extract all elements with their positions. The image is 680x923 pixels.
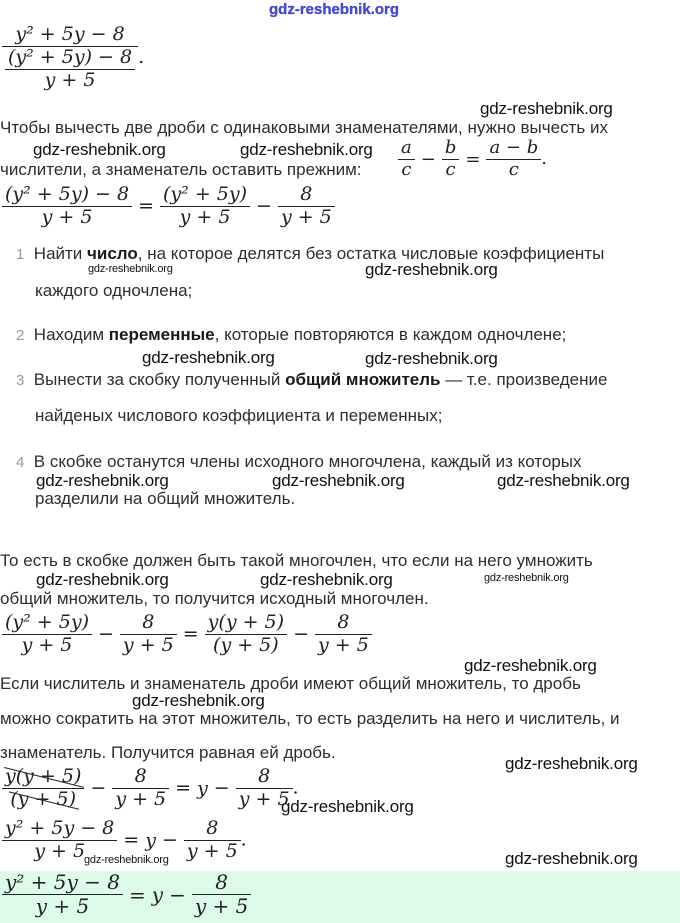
equals-sign: = [465,148,481,170]
minus-sign: − [293,623,309,646]
numerator: y² + 5y − 8 [5,870,121,894]
equals-sign: = [129,882,146,907]
paragraph-3-line-1: Если числитель и знаменатель дроби имеют общий множитель, то дробь [0,674,581,693]
numerator: (y² + 5y) [5,611,89,633]
watermark: gdz-reshebnik.org [33,140,166,159]
watermark: gdz-reshebnik.org [36,471,169,490]
step-4-line-2: разделили на общий множитель. [35,489,296,508]
step-text: В скобке останутся члены исходного многочлена, каждый из которых [33,452,582,471]
denominator: y + 5 [120,634,177,657]
variable-y: y [145,829,156,852]
answer-equation [2,871,251,918]
watermark: gdz-reshebnik.org [36,570,169,589]
variable-y: y [151,882,164,907]
numerator: y(y + 5) [207,611,285,633]
step-bold: число [87,244,138,263]
watermark: gdz-reshebnik.org [365,260,498,279]
paragraph-3-line-2: можно сократить на этот множитель, то есть разделить на него и числитель, и [0,709,620,728]
watermark: gdz-reshebnik.org [480,99,613,118]
step-text: , на которое делятся без остатка числовые коэффициенты [137,244,605,263]
cancelled-numerator: y(y + 5) [5,765,82,787]
numerator: 8 [215,870,228,894]
rule-a-minus-b: a − b [489,137,539,158]
step-1-line-2: каждого одночлена; [35,281,193,300]
step-text: Найти [33,244,88,263]
numerator: 8 [337,611,350,633]
minus-sign: − [169,882,186,907]
period: . [240,828,247,851]
watermark: gdz-reshebnik.org [132,691,265,710]
equation-3 [2,612,372,657]
numerator: y² + 5y − 8 [5,817,115,839]
denominator: y + 5 [2,634,92,657]
denominator: y + 5 [112,788,169,811]
step-number: 2 [16,327,25,344]
denominator: y + 5 [192,894,252,918]
rule-c: c [442,159,460,181]
period: . [292,776,299,799]
step-number: 3 [16,372,25,389]
answer-box [0,871,680,923]
denominator: (y + 5) [205,634,287,657]
fraction [2,24,138,92]
minus-sign: − [213,777,230,800]
paragraph-2-line-2: общий множитель, то получится исходный многочлен. [0,589,429,608]
step-3 [16,370,607,391]
inner-denominator: y + 5 [5,69,135,92]
numerator: (y² + 5y) − 8 [5,183,130,205]
numerator: 8 [134,765,147,787]
equals-sign: = [138,195,155,218]
step-text: Вынести за скобку полученный [33,370,286,389]
inner-numerator: (y² + 5y) − 8 [8,45,133,68]
watermark: gdz-reshebnik.org [88,263,173,275]
equation-2 [2,184,335,229]
numerator: (y² + 5y) [163,183,248,205]
numerator: y² + 5y − 8 [15,23,125,45]
watermark: gdz-reshebnik.org [497,471,630,490]
watermark: gdz-reshebnik.org [505,849,638,868]
step-number: 1 [16,246,25,263]
minus-sign: − [256,195,272,218]
rule-b: b [444,137,457,158]
step-bold: переменные [108,325,215,344]
variable-y: y [197,777,208,800]
watermark-top: gdz-reshebnik.org [269,1,400,18]
subtraction-rule [398,138,547,180]
watermark: gdz-reshebnik.org [464,656,597,675]
step-2 [16,325,566,346]
watermark: gdz-reshebnik.org [365,349,498,368]
minus-sign: − [420,148,436,170]
numerator: 8 [258,765,271,787]
watermark: gdz-reshebnik.org [281,797,414,816]
denominator: y + 5 [184,840,241,863]
watermark: gdz-reshebnik.org [505,754,638,773]
rule-c: c [486,159,541,181]
minus-sign: − [90,777,107,800]
denominator [2,46,138,92]
step-1 [16,244,604,265]
cancelled-denominator: (y + 5) [10,787,77,810]
equals-sign: = [175,777,192,800]
watermark: gdz-reshebnik.org [84,854,169,866]
minus-sign: − [161,829,178,852]
paragraph-3-line-3: знаменатель. Получится равная ей дробь. [0,743,336,762]
equals-sign: = [182,623,199,646]
paragraph-1-line-1: Чтобы вычесть две дроби с одинаковыми знаменателями, нужно вычесть их [0,118,608,137]
denominator: y + 5 [315,634,372,657]
minus-sign: − [98,623,114,646]
equals-sign: = [123,829,140,852]
numerator: 8 [206,817,219,839]
rule-c: c [398,159,415,181]
watermark: gdz-reshebnik.org [240,140,373,159]
denominator: y + 5 [160,206,250,229]
equation-4 [2,766,299,811]
step-text: — т.е. произведение [440,370,608,389]
step-bold: общий множитель [285,370,441,389]
denominator: y + 5 [236,788,293,811]
denominator: y + 5 [2,894,123,918]
paragraph-1-line-2: числители, а знаменатель оставить прежним: [0,160,362,179]
step-4 [16,452,582,473]
watermark: gdz-reshebnik.org [260,570,393,589]
rule-a: a [401,137,412,158]
period: . [541,148,547,170]
step-text: , которые повторяются в каждом одночлене; [214,325,567,344]
step-3-line-2: найденых числового коэффициента и переменных; [35,406,443,425]
denominator: y + 5 [2,840,117,863]
step-text: Находим [33,325,109,344]
denominator: y + 5 [2,206,132,229]
denominator: y + 5 [278,206,335,229]
equation-1 [2,24,144,92]
watermark: gdz-reshebnik.org [272,471,405,490]
step-number: 4 [16,454,25,471]
watermark: gdz-reshebnik.org [142,348,275,367]
numerator: 8 [142,611,155,633]
numerator: 8 [300,183,313,205]
watermark: gdz-reshebnik.org [484,572,569,584]
period: . [138,45,145,68]
paragraph-2-line-1: То есть в скобке должен быть такой многочлен, что если на него умножить [0,551,593,570]
